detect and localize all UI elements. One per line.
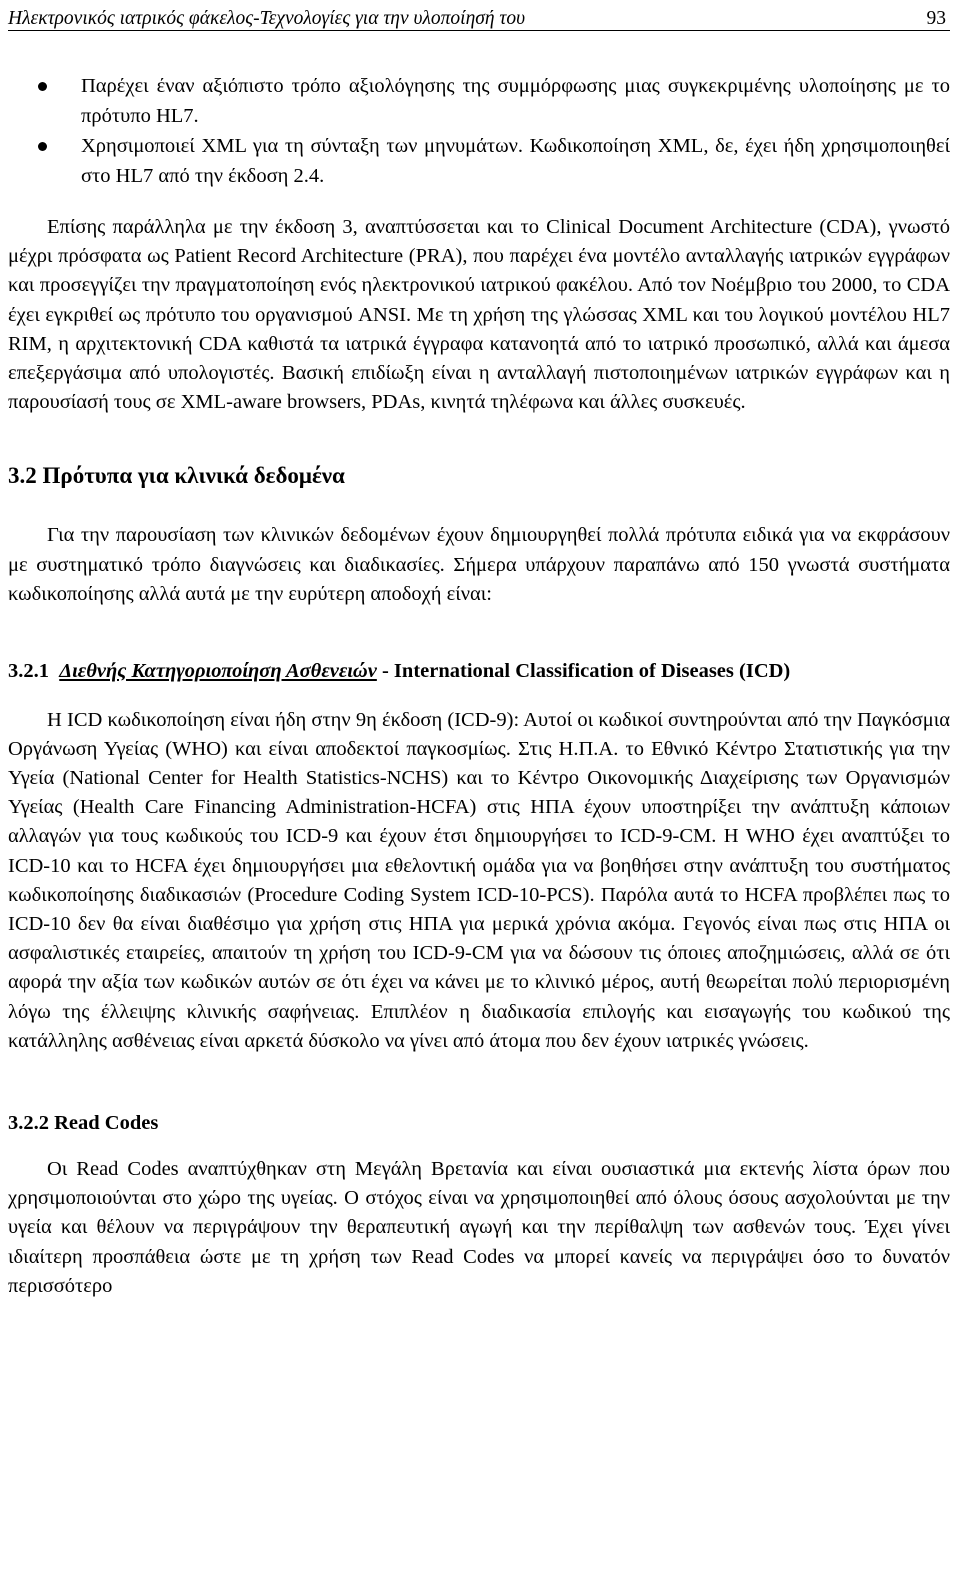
section-heading-3-2	[8, 461, 950, 491]
section-heading-3-2-2: 3.2.2 Read Codes	[8, 1111, 159, 1134]
page-number: 93	[926, 8, 946, 29]
list-item-text: Παρέχει έναν αξιόπιστο τρόπο αξιολόγησης της συμμόρφωσης μιας συγκεκριμένης υλοποίησης με το πρότυπο HL7.	[81, 75, 950, 127]
subsection-english-title: - International Classification of Diseases (ICD)	[376, 660, 791, 683]
bullet-icon	[38, 82, 47, 91]
section-heading-3-2-1	[8, 657, 950, 687]
paragraph-cda: Επίσης παράλληλα με την έκδοση 3, αναπτύσσεται και το Clinical Document Architecture (CDA), γνωστό μέχρι πρόσφατα ως Patient Record Architecture (PRA), που παρέχει ένα μοντέλο ανταλλαγής ιατρικών εγγράφων και προσεγγίζει την πραγματοποίηση ενός ηλεκτρονικού ιατρικού φακέλου. Από τον Νοέμβριο του 2000, το CDA έχει εγκριθεί ως πρότυπο του οργανισμού ANSI. Με τη χρήση της γλώσσας XML και του λογικού μοντέλου HL7 RIM, η αρχιτεκτονική CDA καθιστά τα ιατρικά έγγραφα κατανοητά από το ιατρικό προσωπικό, αλλά και άμεσα επεξεργάσιμα από υπολογιστές. Βασική επιδίωξη είναι η ανταλλαγή πιστοποιημένων ιατρικών εγγράφων και η παρουσίασή τους σε XML-aware browsers, PDAs, κινητά τηλέφωνα και άλλες συσκευές.	[8, 216, 950, 414]
subsection-greek-title: Διεθνής Κατηγοριοποίηση Ασθενειών	[59, 660, 377, 683]
list-item	[8, 131, 950, 191]
paragraph-clinical-data: Για την παρουσίαση των κλινικών δεδομένων έχουν δημιουργηθεί πολλά πρότυπα ειδικά για να εκφράσουν με συστηματικό τρόπο διαγνώσεις και διαδικασίες. Σήμερα υπάρχουν παραπάνω από 150 γνωστά συστήματα κωδικοποίησης αλλά αυτά με την ευρύτερη αποδοχή είναι:	[8, 524, 950, 605]
paragraph-icd: Η ICD κωδικοποίηση είναι ήδη στην 9η έκδοση (ICD-9): Αυτοί οι κωδικοί συντηρούνται από την Παγκόσμια Οργάνωση Υγείας (WHO) και είναι αποδεκτοί παγκοσμίως. Στις Η.Π.Α. το Εθνικό Κέντρο Στατιστικής για την Υγεία (National Center for Health Statistics-NCHS) και το Κέντρο Οικονομικής Διαχείρισης των Οργανισμών Υγείας (Health Care Financing Administration-HCFA) στις ΗΠΑ έχουν υποστηρίξει την ανάπτυξη κάποιων αλλαγών για τους κωδικούς του ICD-9 και έχουν έτσι δημιουργήσει το ICD-9-CM. Η WHO έχει αναπτύξει το ICD-10 και το HCFA έχει δημιουργήσει μια εθελοντική ομάδα για να βοηθήσει στην ανάπτυξη του συστήματος κωδικοποίησης διαδικασιών (Procedure Coding System ICD-10-PCS). Παρόλα αυτά το HCFA προβλέπει πως το ICD-10 δεν θα είναι διαθέσιμο για χρήση στις ΗΠΑ για μερικά χρόνια ακόμα. Γεγονός είναι πως στις ΗΠΑ οι ασφαλιστικές εταιρείες, απαιτούν τη χρήση του ICD-9-CM για να δώσουν τις όποιες αποζημιώσεις, αλλά σε ότι αφορά την αξία των κωδικών αυτών σε ότι έχει να κάνει με το κλινικό μέρος, αυτή θεωρείται πολύ περιορισμένη λόγω της έλλειψης κλινικής σαφήνειας. Επιπλέον η διαδικασία επιλογής και εισαγωγής του κωδικού της κατάλληλης ασθένειας είναι αρκετά δύσκολο να γίνει από άτομα που δεν έχουν ιατρικές γνώσεις.	[8, 708, 950, 1052]
list-item	[8, 71, 950, 131]
section-number: 3.2	[8, 463, 37, 489]
list-item-text: Χρησιμοποιεί XML για τη σύνταξη των μηνυμάτων. Κωδικοποίηση XML, δε, έχει ήδη χρησιμοποιηθεί στο HL7 από την έκδοση 2.4.	[81, 135, 950, 187]
section-title: Πρότυπα για κλινικά δεδομένα	[42, 463, 345, 489]
header-title: Ηλεκτρονικός ιατρικός φάκελος-Τεχνολογίες για την υλοποίησή του	[8, 8, 526, 29]
running-header	[8, 0, 950, 31]
bullet-icon	[38, 142, 47, 151]
subsection-number: 3.2.1	[8, 660, 49, 683]
bullet-list	[8, 71, 950, 191]
paragraph-read-codes: Οι Read Codes αναπτύχθηκαν στη Μεγάλη Βρετανία και είναι ουσιαστικά μια εκτενής λίστα όρων που χρησιμοποιούνται στο χώρο της υγείας. Ο στόχος είναι να χρησιμοποιηθεί από όλους όσους ασχολούνται με την υγεία και θέλουν να περιγράψουν την θεραπευτική αγωγή και την περίθαλψη των ασθενών τους. Έχει γίνει ιδιαίτερη προσπάθεια ώστε με τη χρήση των Read Codes να μπορεί κανείς να περιγράψει όσο το δυνατόν περισσότερο	[8, 1157, 950, 1297]
